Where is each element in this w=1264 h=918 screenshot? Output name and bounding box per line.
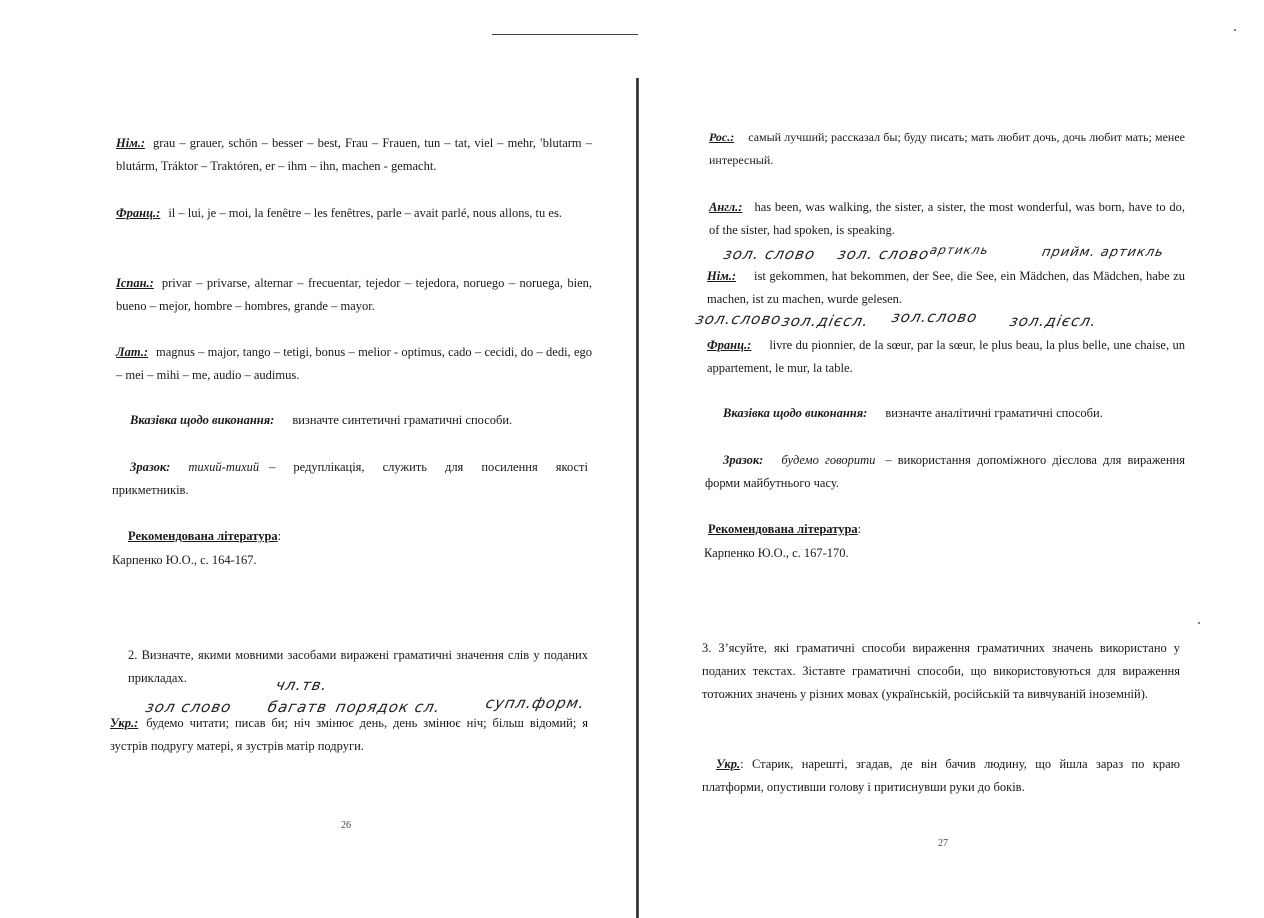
- french-label: Франц.:: [116, 206, 161, 220]
- latin-text: magnus – major, tango – tetigi, bonus – melior - optimus, cado – cecidi, do – dedi, ego – mei – mihi – me, audio – audimus.: [116, 345, 592, 382]
- sample-right: [705, 449, 1185, 495]
- german-label: Нім.:: [116, 136, 146, 150]
- english-text: has been, was walking, the sister, a sister, the most wonderful, was born, have to do, of the sister, had spoken, is speaking.: [709, 200, 1185, 237]
- handwritten-note: прийм. артикль: [1040, 245, 1166, 260]
- russian-examples: [709, 126, 1185, 172]
- handwritten-note: порядок сл.: [334, 698, 443, 716]
- latin-examples: [116, 341, 592, 387]
- instruction-text-right: визначте аналітичні граматичні способи.: [885, 406, 1103, 420]
- instruction: [130, 409, 592, 432]
- ukrainian-label: Укр.:: [110, 716, 139, 730]
- sample-label: Зразок:: [130, 460, 171, 474]
- handwritten-note: зол. слово: [722, 245, 818, 263]
- handwritten-note: зол.дієсл.: [1008, 312, 1099, 330]
- ukrainian-text-right: : Старик, нарешті, згадав, де він бачив людину, що йшла зараз по краю платформи, опустивши голову і притиснувши руки до боків.: [702, 757, 1180, 794]
- literature-label-right: Рекомендована література: [708, 522, 858, 536]
- handwritten-note: зол. слово: [836, 245, 932, 263]
- german-examples-right: [707, 265, 1185, 311]
- literature-colon: :: [277, 529, 282, 543]
- literature-reference: Карпенко Ю.О., с. 164-167.: [112, 553, 257, 567]
- french-examples: [116, 202, 592, 225]
- instruction-label: Вказівка щодо виконання:: [130, 413, 275, 427]
- latin-label: Лат.:: [116, 345, 148, 359]
- literature-colon-right: :: [857, 522, 862, 536]
- task-2-text: 2. Визначте, якими мовними засобами виражені граматичні значення слів у поданих прикладах.: [128, 648, 588, 685]
- page-number-left: 26: [341, 820, 351, 831]
- sample-text: – редуплікація, служить для посилення якості прикметників.: [112, 460, 588, 497]
- french-text-right: livre du pionnier, de la sœur, par la sœur, le plus beau, la plus belle, une chaise, un appartement, le mur, la table.: [707, 338, 1185, 375]
- english-examples: [709, 196, 1185, 242]
- handwritten-note: зол слово: [144, 698, 234, 716]
- ukrainian-text: будемо читати; писав би; ніч змінює день, день змінює ніч; більш відомий; я зустрів подругу матері, я зустрів матір подруги.: [110, 716, 588, 753]
- german-label-right: Нім.:: [707, 269, 737, 283]
- german-text: grau – grauer, schön – besser – best, Frau – Frauen, tun – tat, viel – mehr, ′blutarm – blutárm, Tráktor – Traktóren, er – ihm – ihn, machen - gemacht.: [116, 136, 592, 173]
- sample-label-right: Зразок:: [723, 453, 764, 467]
- instruction-label-right: Вказівка щодо виконання:: [723, 406, 868, 420]
- sample-italic: тихий-тихий: [188, 460, 260, 474]
- handwritten-note: зол.слово: [694, 310, 784, 328]
- ukrainian-examples: [110, 712, 588, 758]
- spanish-text: privar – privarse, alternar – frecuentar, tejedor – tejedora, noruego – noruega, bien, bueno – mejor, hombre – hombres, grande – mayor.: [116, 276, 592, 313]
- sample-italic-right: будемо говорити: [781, 453, 876, 467]
- task-3: 3. З’ясуйте, які граматичні способи вираження граматичних значень використано у поданих текстах. Зіставте граматичні способи, що використовуються для вираження тотожних значень у різних мовах (українській, російській та вивчуваній іноземній).: [702, 641, 1180, 701]
- instruction-right: [723, 402, 1185, 425]
- french-examples-right: [707, 334, 1185, 380]
- french-text: il – lui, je – moi, la fenêtre – les fenêtres, parle – avait parlé, nous allons, tu es.: [168, 206, 562, 220]
- handwritten-note: супл.форм.: [484, 694, 587, 712]
- ukrainian-label-right: Укр.: [716, 757, 741, 771]
- literature-label: Рекомендована література: [128, 529, 278, 543]
- handwritten-note: зол.дієсл.: [780, 312, 871, 330]
- recommended-literature-right: [708, 518, 1008, 541]
- english-label: Англ.:: [709, 200, 743, 214]
- spanish-label: Іспан.:: [116, 276, 154, 290]
- ukrainian-text-block: [702, 753, 1180, 799]
- german-examples: [116, 132, 592, 178]
- handwritten-note: багатв: [266, 698, 330, 716]
- spanish-examples: [116, 272, 592, 318]
- instruction-text: визначте синтетичні граматичні способи.: [292, 413, 513, 427]
- sample-text-right: – використання допоміжного дієслова для вираження форми майбутнього часу.: [705, 453, 1185, 490]
- handwritten-note: артикль: [928, 243, 991, 257]
- task-2: [128, 644, 588, 690]
- russian-text: самый лучший; рассказал бы; буду писать; мать любит дочь, дочь любит мать; менее интересный.: [709, 130, 1185, 167]
- french-label-right: Франц.:: [707, 338, 752, 352]
- russian-label: Рос.:: [709, 130, 735, 144]
- handwritten-note: чл.тв.: [274, 676, 330, 694]
- handwritten-note: зол.слово: [890, 308, 980, 326]
- sample: [112, 456, 588, 502]
- recommended-literature: [128, 525, 428, 548]
- german-text-right: ist gekommen, hat bekommen, der See, die See, ein Mädchen, das Mädchen, habe zu machen, ist zu machen, wurde gelesen.: [707, 269, 1185, 306]
- page-number-right: 27: [938, 838, 948, 849]
- literature-reference-right: Карпенко Ю.О., с. 167-170.: [704, 546, 849, 560]
- right-page: [642, 0, 1264, 918]
